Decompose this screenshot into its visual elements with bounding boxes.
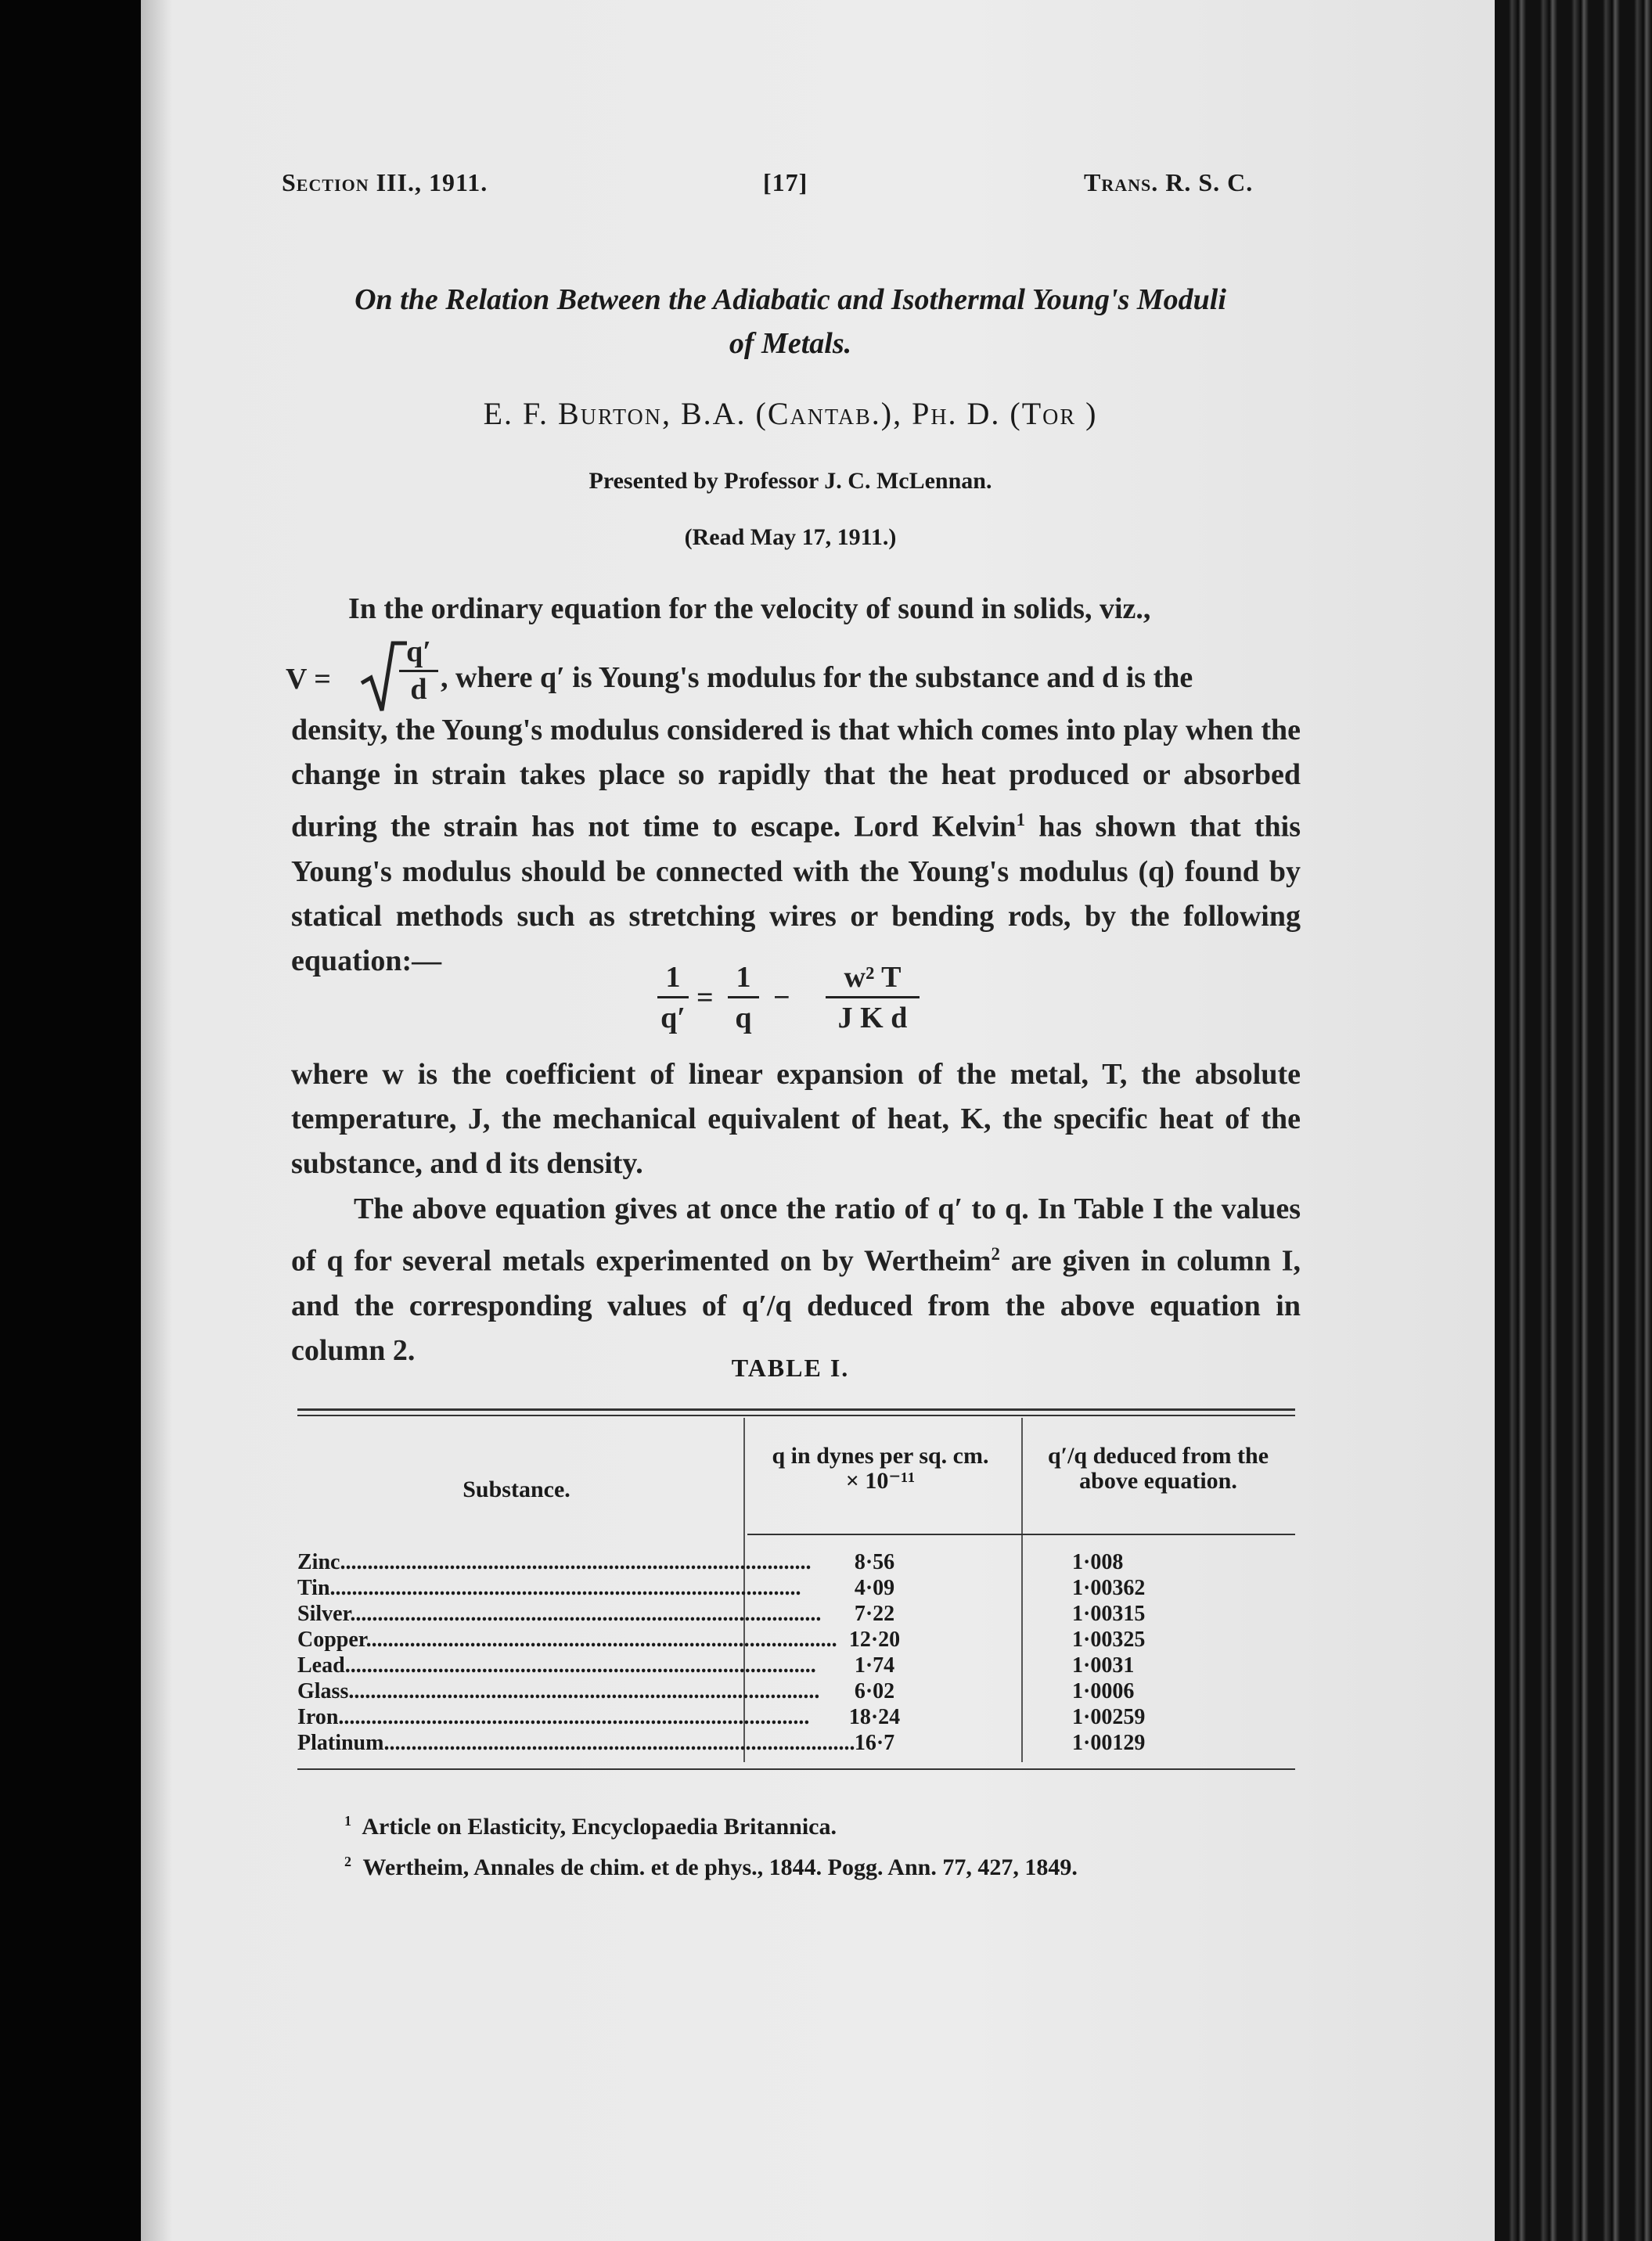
footnote-1-text: Article on Elasticity, Encyclopaedia Britannica.	[362, 1814, 837, 1840]
header-ratio-line2: above equation.	[1079, 1468, 1237, 1494]
cell-q-value: 12·20	[848, 1628, 901, 1652]
data-table	[297, 1408, 1295, 1776]
cell-ratio-value: 1·00362	[1072, 1576, 1146, 1600]
cell-ratio-value: 1·0031	[1072, 1653, 1135, 1678]
footnotes	[344, 1804, 1323, 1885]
dot-leader: ......................................................................................	[340, 1550, 812, 1574]
running-head-section: Section III., 1911.	[282, 168, 488, 196]
cell-q-value: 8·56	[854, 1550, 895, 1574]
paragraph-3-tail: are given in column I, and the corresponding values of q′/q deduced from the above equation in column 2.	[291, 1244, 1301, 1367]
cell-ratio-value: 1·00315	[1072, 1602, 1146, 1626]
footnote-ref-2: 2	[991, 1244, 1000, 1264]
eq2-d3: J K d	[837, 1002, 908, 1034]
cell-ratio-value: 1·00129	[1072, 1731, 1146, 1755]
cell-ratio-value: 1·00259	[1072, 1705, 1146, 1729]
row-substance	[297, 1575, 801, 1601]
velocity-equation	[286, 634, 1303, 720]
table-top-rule-2	[297, 1415, 1295, 1416]
cell-q-value: 7·22	[854, 1602, 895, 1626]
row-substance	[297, 1601, 822, 1627]
cell-ratio-value: 1·0006	[1072, 1679, 1135, 1703]
eq1-denominator: d	[410, 673, 427, 706]
presented-by: Presented by Professor J. C. McLennan.	[588, 468, 992, 494]
header-ratio	[1021, 1444, 1295, 1494]
eq2-n3: w² T	[826, 959, 920, 998]
eq1-lhs: V =	[286, 663, 331, 696]
paragraph-1-tail: has shown that this Young's modulus should be connected with the Young's modulus (q) found by statical methods such as stretching wires or bending rods, by the following equation:—	[291, 810, 1301, 977]
substance-name: Silver	[297, 1602, 351, 1626]
cell-q-value: 18·24	[848, 1705, 901, 1729]
dot-leader: ......................................................................................	[348, 1679, 820, 1703]
author-line: E. F. Burton, B.A. (Cantab.), Ph. D. (Tor )	[483, 396, 1098, 431]
cell-q-value: 1·74	[854, 1653, 895, 1678]
eq2-minus: −	[773, 981, 790, 1014]
row-substance	[297, 1730, 855, 1756]
paragraph-1-opening: In the ordinary equation for the velocity of sound in solids, viz.,	[348, 592, 1151, 625]
paragraph-3	[291, 1187, 1301, 1373]
substance-name: Platinum	[297, 1731, 384, 1755]
header-q	[740, 1444, 1021, 1494]
paragraph-3-text: The above equation gives at once the ratio of q′ to q. In Table I the values of q for several metals experimented on by Wertheim	[291, 1192, 1301, 1278]
dot-leader: ......................................................................................	[329, 1576, 801, 1600]
header-ratio-line1: q′/q deduced from the	[1047, 1443, 1269, 1469]
header-substance: Substance.	[462, 1477, 570, 1502]
eq2-n2: 1	[728, 959, 759, 998]
substance-name: Tin	[297, 1576, 330, 1600]
header-rule	[747, 1534, 1295, 1535]
scan-left-margin	[0, 0, 141, 2241]
dot-leader: ......................................................................................	[344, 1653, 816, 1678]
row-substance	[297, 1549, 812, 1575]
dot-leader: ......................................................................................	[338, 1705, 810, 1729]
footnote-ref-1: 1	[1016, 810, 1026, 829]
table-caption: TABLE I.	[731, 1354, 850, 1382]
eq1-tail: , where q′ is Young's modulus for the substance and d is the	[441, 661, 1193, 694]
article-title	[282, 278, 1299, 365]
eq2-n1: 1	[657, 959, 689, 998]
header-q-line1: q in dynes per sq. cm.	[772, 1443, 989, 1469]
page-number: [17]	[763, 168, 808, 196]
paragraph-1-text: density, the Young's modulus considered is that which comes into play when the change in strain takes place so rapidly that the heat produced or absorbed during the strain has not time to escape. Lord Kelvin	[291, 714, 1301, 844]
footnote-2-mark: 2	[344, 1854, 351, 1869]
footnote-1-mark: 1	[344, 1813, 351, 1829]
book-edge	[1495, 0, 1652, 2241]
table-top-rule	[297, 1408, 1295, 1411]
cell-q-value: 4·09	[854, 1576, 895, 1600]
substance-name: Glass	[297, 1679, 349, 1703]
substance-name: Copper	[297, 1628, 366, 1652]
eq2-d2: q	[735, 1002, 752, 1034]
paragraph-2: where w is the coefficient of linear expansion of the metal, T, the absolute temperature, J, the mechanical equivalent of heat, K, the specific heat of the substance, and d its density.	[291, 1058, 1301, 1180]
row-substance	[297, 1678, 820, 1704]
dot-leader: ......................................................................................	[383, 1731, 855, 1755]
eq2-d1: q′	[660, 1002, 686, 1034]
substance-name: Iron	[297, 1705, 339, 1729]
row-substance	[297, 1704, 810, 1730]
modulus-equation	[657, 959, 939, 1045]
title-line-2: of Metals.	[729, 327, 852, 360]
footnote-2-text: Wertheim, Annales de chim. et de phys., 1844. Pogg. Ann. 77, 427, 1849.	[362, 1854, 1078, 1880]
cell-ratio-value: 1·008	[1072, 1550, 1124, 1574]
eq2-equals: =	[696, 981, 714, 1014]
row-substance	[297, 1627, 837, 1653]
title-line-1: On the Relation Between the Adiabatic and Isothermal Young's Moduli	[355, 283, 1226, 316]
footnote-1	[344, 1804, 1323, 1844]
read-date: (Read May 17, 1911.)	[684, 524, 897, 550]
substance-name: Lead	[297, 1653, 345, 1678]
dot-leader: ......................................................................................	[365, 1628, 837, 1652]
row-substance	[297, 1653, 816, 1678]
table-bottom-rule	[297, 1768, 1295, 1770]
eq1-numerator: q′	[399, 634, 438, 672]
cell-q-value: 16·7	[854, 1731, 895, 1755]
paragraph-1-body	[291, 708, 1301, 984]
substance-name: Zinc	[297, 1550, 340, 1574]
running-head-journal: Trans. R. S. C.	[1084, 168, 1254, 196]
footnote-2	[344, 1844, 1323, 1885]
header-q-line2: × 10⁻¹¹	[845, 1468, 916, 1494]
cell-ratio-value: 1·00325	[1072, 1628, 1146, 1652]
cell-q-value: 6·02	[854, 1679, 895, 1703]
dot-leader: ......................................................................................	[350, 1602, 822, 1626]
